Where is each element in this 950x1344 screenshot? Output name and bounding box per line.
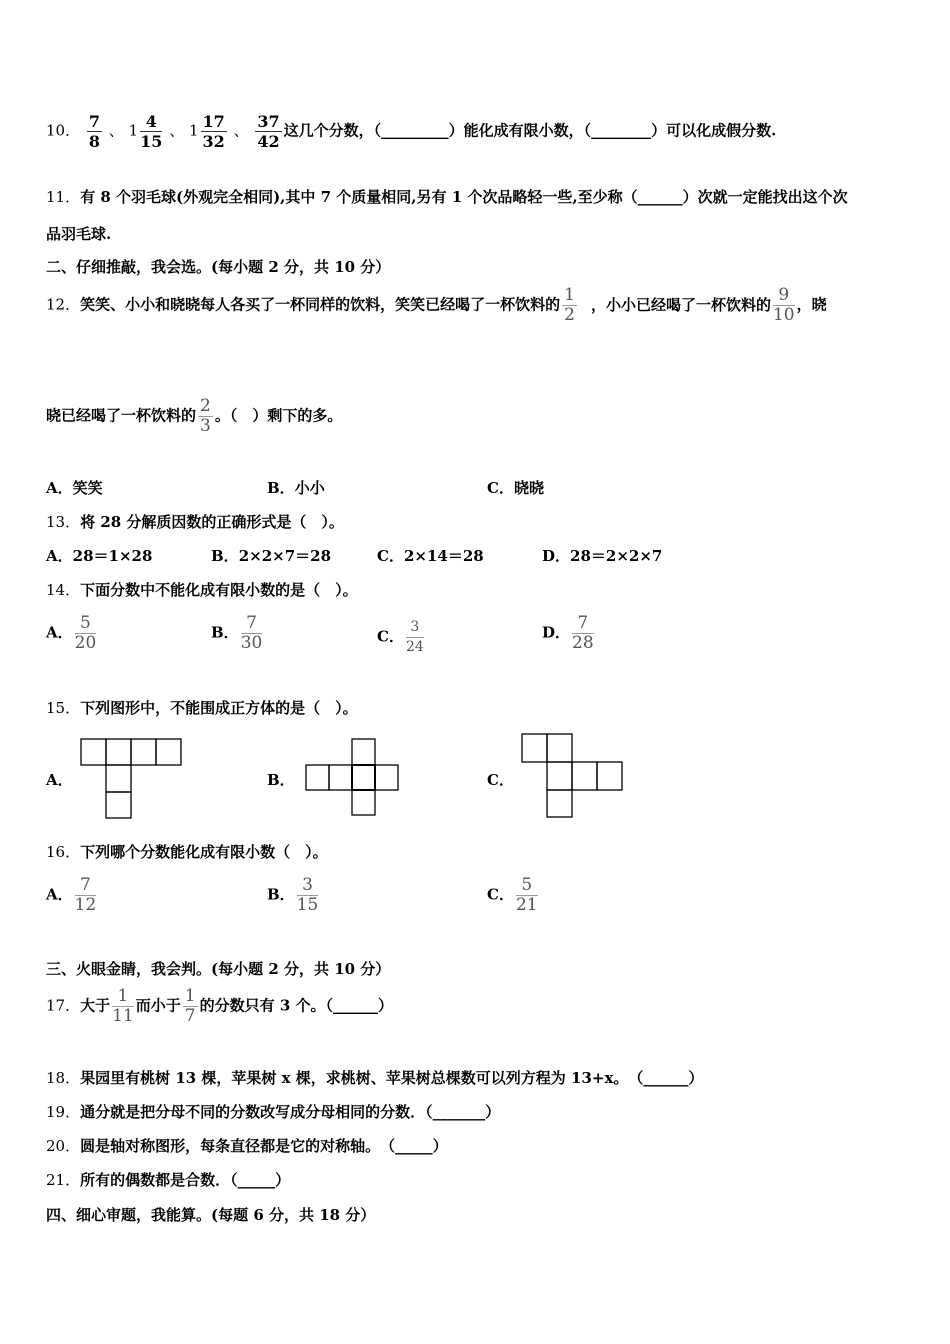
section-2-heading: 二、仔细推敲，我会选。(每小题 2 分，共 10 分） [46,258,391,276]
question-number: 10． [46,121,81,140]
option-b[interactable]: B． $\frac{7}{30}$ [211,613,263,653]
option-a[interactable]: A．笑笑 [46,479,103,497]
question-17: 17．大于 $\frac{1}{11}$ 而小于 $\frac{1}{7}$ 的分数只有 3 个。（______） [46,986,393,1026]
fraction: $\frac{4}{15}$ [140,112,163,151]
option-a[interactable]: A． $\frac{7}{12}$ [46,875,97,915]
section-4-heading: 四、细心审题，我能算。(每题 6 分，共 18 分） [46,1206,376,1224]
option-c[interactable]: C．2×14＝28 [377,547,484,565]
option-b[interactable]: B． [267,771,295,789]
question-16: 16．下列哪个分数能化成有限小数（ ）。 [46,843,328,861]
option-c[interactable]: C． $\frac{5}{21}$ [487,875,538,915]
question-12-line2: 晓已经喝了一杯饮料的 $\frac{2}{3}$ 。（ ）剩下的多。 [46,396,343,436]
section-3-heading: 三、火眼金睛，我会判。(每小题 2 分，共 10 分） [46,960,391,978]
fraction: $\frac{3}{24}$ [405,619,424,655]
question-14: 14．下面分数中不能化成有限小数的是（ ）。 [46,581,358,599]
question-12: 12．笑笑、小小和晓晓每人各买了一杯同样的饮料，笑笑已经喝了一杯饮料的 $\frac{1}{2}$ ，小小已经喝了一杯饮料的 $\frac{9}{10}$ ，晓 [46,285,827,325]
cube-net-a [80,738,185,820]
option-b[interactable]: B．小小 [267,479,325,497]
fraction: $\frac{7}{12}$ [74,875,97,915]
answer-blank[interactable]: _________ [381,121,449,140]
cube-net-b [305,738,403,818]
cube-net-c [521,733,627,819]
option-b[interactable]: B． $\frac{3}{15}$ [267,875,319,915]
fraction: $\frac{3}{15}$ [296,875,319,915]
fraction: $\frac{5}{21}$ [515,875,538,915]
option-d[interactable]: D．28＝2×2×7 [542,547,663,565]
question-20: 20．圆是轴对称图形，每条直径都是它的对称轴。 （_____） [46,1137,448,1155]
question-15: 15．下列图形中，不能围成正方体的是（ ）。 [46,699,358,717]
question-13: 13．将 28 分解质因数的正确形式是（ ）。 [46,513,344,531]
option-c[interactable]: C．晓晓 [487,479,544,497]
question-11-line2: 品羽毛球. [46,225,112,243]
question-19: 19．通分就是把分母不同的分数改写成分母相同的分数．（_______） [46,1103,501,1121]
fraction: $\frac{1}{7}$ [184,986,196,1026]
fraction: $\frac{2}{3}$ [200,396,211,436]
option-b[interactable]: B．2×2×7＝28 [211,547,332,565]
fraction: $\frac{7}{28}$ [572,613,594,653]
question-18: 18．果园里有桃树 13 棵，苹果树 x 棵，求桃树、苹果树总棵数可以列方程为 13+x。 （______） [46,1069,704,1087]
question-10: 10． $\frac{7}{8}$ 、 1 $\frac{4}{15}$ 、 1 $\frac{17}{32}$ 、 $\frac{37}{42}$ 这几个分数，（_________）能化成有限小数，（________）可以化成假分数. [46,112,777,151]
fraction: $\frac{37}{42}$ [257,112,280,151]
fraction: $\frac{17}{32}$ [202,112,225,151]
fraction: $\frac{5}{20}$ [74,613,97,653]
option-a[interactable]: A． $\frac{5}{20}$ [46,613,97,653]
option-d[interactable]: D． $\frac{7}{28}$ [542,613,594,653]
option-a[interactable]: A． [46,771,73,789]
answer-blank[interactable]: ________ [591,121,652,140]
option-c[interactable]: C． $\frac{3}{24}$ [377,619,424,655]
option-c[interactable]: C． [487,771,514,789]
question-11: 11．有 8 个羽毛球(外观完全相同),其中 7 个质量相同,另有 1 个次品略轻一些,至少称（______）次就一定能找出这个次 [46,188,848,206]
fraction: $\frac{7}{8}$ [88,112,101,151]
option-a[interactable]: A．28＝1×28 [46,547,153,565]
fraction: $\frac{1}{11}$ [112,986,134,1026]
fraction: $\frac{9}{10}$ [772,285,795,325]
fraction: $\frac{7}{30}$ [240,613,263,653]
question-21: 21．所有的偶数都是合数．（_____） [46,1171,291,1189]
fraction: $\frac{1}{2}$ [564,285,575,325]
